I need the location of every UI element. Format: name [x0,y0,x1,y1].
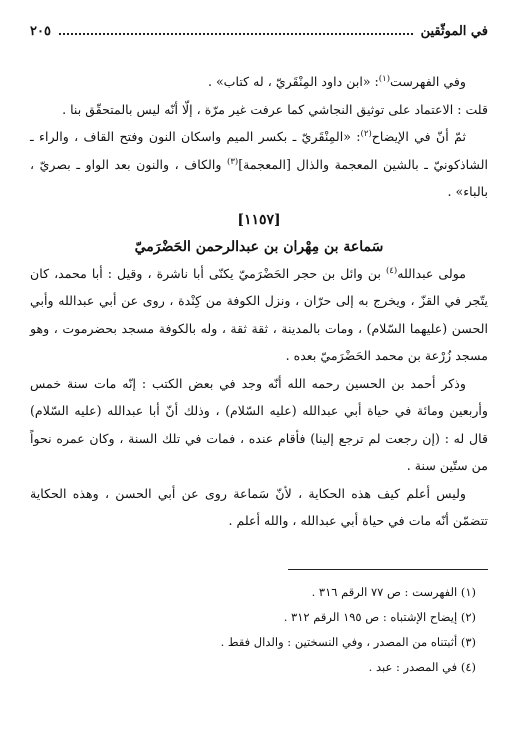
footnote-ref-4[interactable]: (٤) [385,265,398,276]
footnote-separator [288,569,488,570]
footnotes [30,580,488,680]
running-header [30,24,488,46]
paragraph-death-report: وذكر أحمد بن الحسين رحمه الله أنّه وجد في بعض الكتب : إنّه مات سنة خمس وأربعين ومائة في حياة أبي عبدالله (عليه السّلام) ، وذلك أنّ أبا عبدالله (عليه السّلام) قال له : (إن رجعت لم ترجع إلينا) فأقام عنده ، فمات في تلك السنة ، وكان عمره نحواً من ستّين سنة . [30,375,488,473]
paragraph-fihrist [30,68,488,96]
footnote-3: (٣) أثبتناه من المصدر ، وفي النسختين : والدال فقط . [220,634,476,649]
entry-number: [١١٥٧] [237,211,281,228]
paragraph-idah-text-a: ثمّ أنّ في الإيضاح [371,129,466,144]
paragraph-fihrist-rest: : «ابن داود المِنْقَريّ ، له كتاب» . [207,74,379,89]
paragraph-biography-text-b: بن وائل بن حجر الحَضْرَميّ يكنّى أبا ناشرة ، وقيل : أبا محمد، كان يتّجر في القزّ ، ويخرج به إلى حرّان ، ونزل الكوفة من كِنْدة ، روى عن أبي عبدالله وأبي الحسن (عليهما السّلام) ، ومات بالمدينة ، ثقة ثقة ، وله بالكوفة مسجد بحضرموت ، وهو مسجد زُرْعة بن محمد الحَضْرَميّ بعده . [30,265,488,363]
paragraph-idah-text-c: والكاف ، والنون بعد الواو ـ بصريّ ، بالباء» . [30,156,488,199]
page-number: ٢٠٥ [30,24,51,39]
running-title: في الموثّقين [420,24,488,39]
paragraph-comment: قلت : الاعتماد على توثيق النجاشي كما عرفت غير مرّة ، إلّا أنّه ليس بالمتحقّق بنا . [62,101,488,117]
paragraph-conclusion: وليس أعلم كيف هذه الحكاية ، لأنّ سَماعة روى عن أبي الحسن ، وهذه الحكاية تتضمّن أنّه مات في حياة أبي عبدالله ، والله أعلم . [30,485,488,528]
paragraph-idah [30,123,488,206]
footnote-ref-3[interactable]: (٣) [226,156,239,167]
header-dot-leader [59,24,413,35]
footnote-1: (١) الفهرست : ص ٧٧ الرقم ٣١٦ . [311,584,476,599]
paragraph-biography-text-a: مولى عبدالله [397,265,466,281]
footnote-ref-1[interactable]: (١) [378,73,391,84]
paragraph-biography [30,260,488,370]
footnote-ref-2[interactable]: (٢) [360,128,372,139]
footnote-4: (٤) في المصدر : عبد . [368,659,476,674]
paragraph-fihrist-text: وفي الفهرست [390,74,466,89]
paragraph-idah-text-b: : «المِنْقَريّ ـ بكسر الميم واسكان النون وفتح القاف ، والراء ـ الشاذكونيّ ـ بالشين المعجمة والذال [المعجمة] [30,129,488,172]
footnote-2: (٢) إيضاح الإشتباه : ص ١٩٥ الرقم ٣١٢ . [283,609,476,624]
entry-title: سَماعة بن مِهْران بن عبدالرحمن الحَضْرَميّ [134,238,384,255]
